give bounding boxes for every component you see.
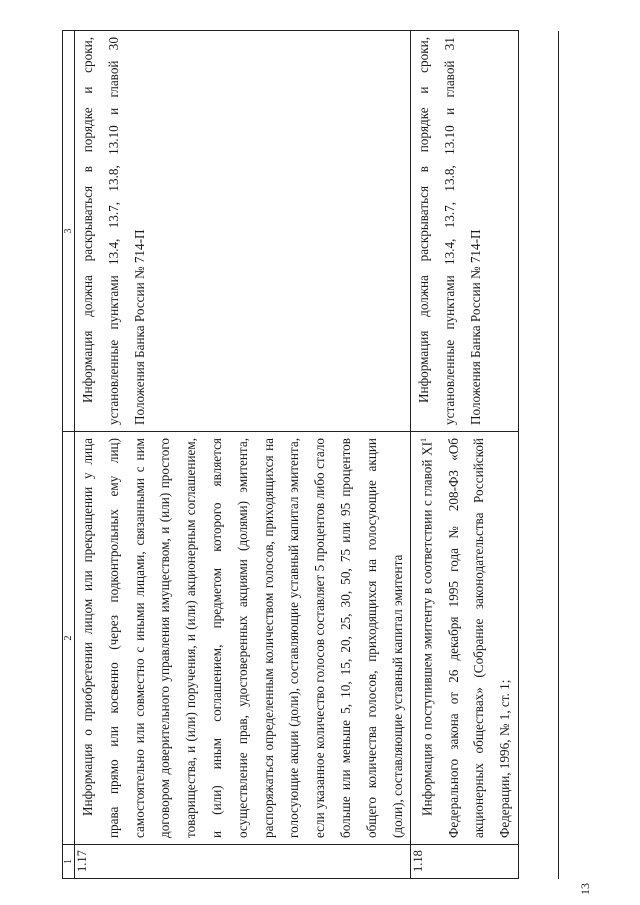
event-cell (75, 432, 411, 845)
column-header: 3 (63, 31, 75, 432)
event-text: Информация о приобретении лицом или прекращении у лица права прямо или косвенно (через подконтрольных ему лиц) самостоятельно или совместно с иными лицами, связанными с ним договором доверительного управления имуществом, и (или) простого товарищества, и (или) поручения, и (или) акционерным соглашением, и (или) иным соглашением, предметом которого является осуществление прав, удостоверенных акциями (долями) эмитента, распоряжаться определенным количеством голосов, приходящихся на голосующие акции (доли), составляющие уставный капитал эмитента, если указанное количество голосов составляет 5 процентов либо стало больше или меньше 5, 10, 15, 20, 25, 30, 50, 75 или 95 процентов общего количества голосов, приходящихся на голосующие акции (доли), составляющие уставный капитал эмитента (80, 438, 405, 838)
table-row (411, 31, 519, 879)
disclosure-text: Информация должна раскрываться в порядке и сроки, установленные пунктами 13.4, 13.7, 13.8, 13.10 и главой 30 Положения Банка России № 714-П (80, 37, 147, 425)
table-bottom-rule (558, 31, 559, 879)
table-header-row (63, 31, 75, 879)
table-row (75, 31, 411, 879)
disclosure-cell (75, 31, 411, 432)
row-number: 1.18 (411, 845, 519, 879)
disclosure-cell (411, 31, 519, 432)
disclosure-text: Информация должна раскрываться в порядке и сроки, установленные пунктами 13.4, 13.7, 13.8, 13.10 и главой 31 Положения Банка России № 714-П (416, 37, 483, 425)
column-header: 2 (63, 432, 75, 845)
event-text: Информация о поступившем эмитенту в соответствии с главой $XI^1$ Федерального закона от 26 декабря 1995 года № 208-ФЗ «Об акционерных обществах» (Собрание законодательства Российской Федерации, 1996, № 1, ст. 1; (419, 438, 513, 838)
row-number: 1.17 (75, 845, 411, 879)
page-number: 13 (578, 883, 592, 895)
superscript: 1 (419, 438, 429, 442)
column-header: 1 (63, 845, 75, 879)
disclosure-table (62, 30, 519, 879)
event-cell (411, 432, 519, 845)
